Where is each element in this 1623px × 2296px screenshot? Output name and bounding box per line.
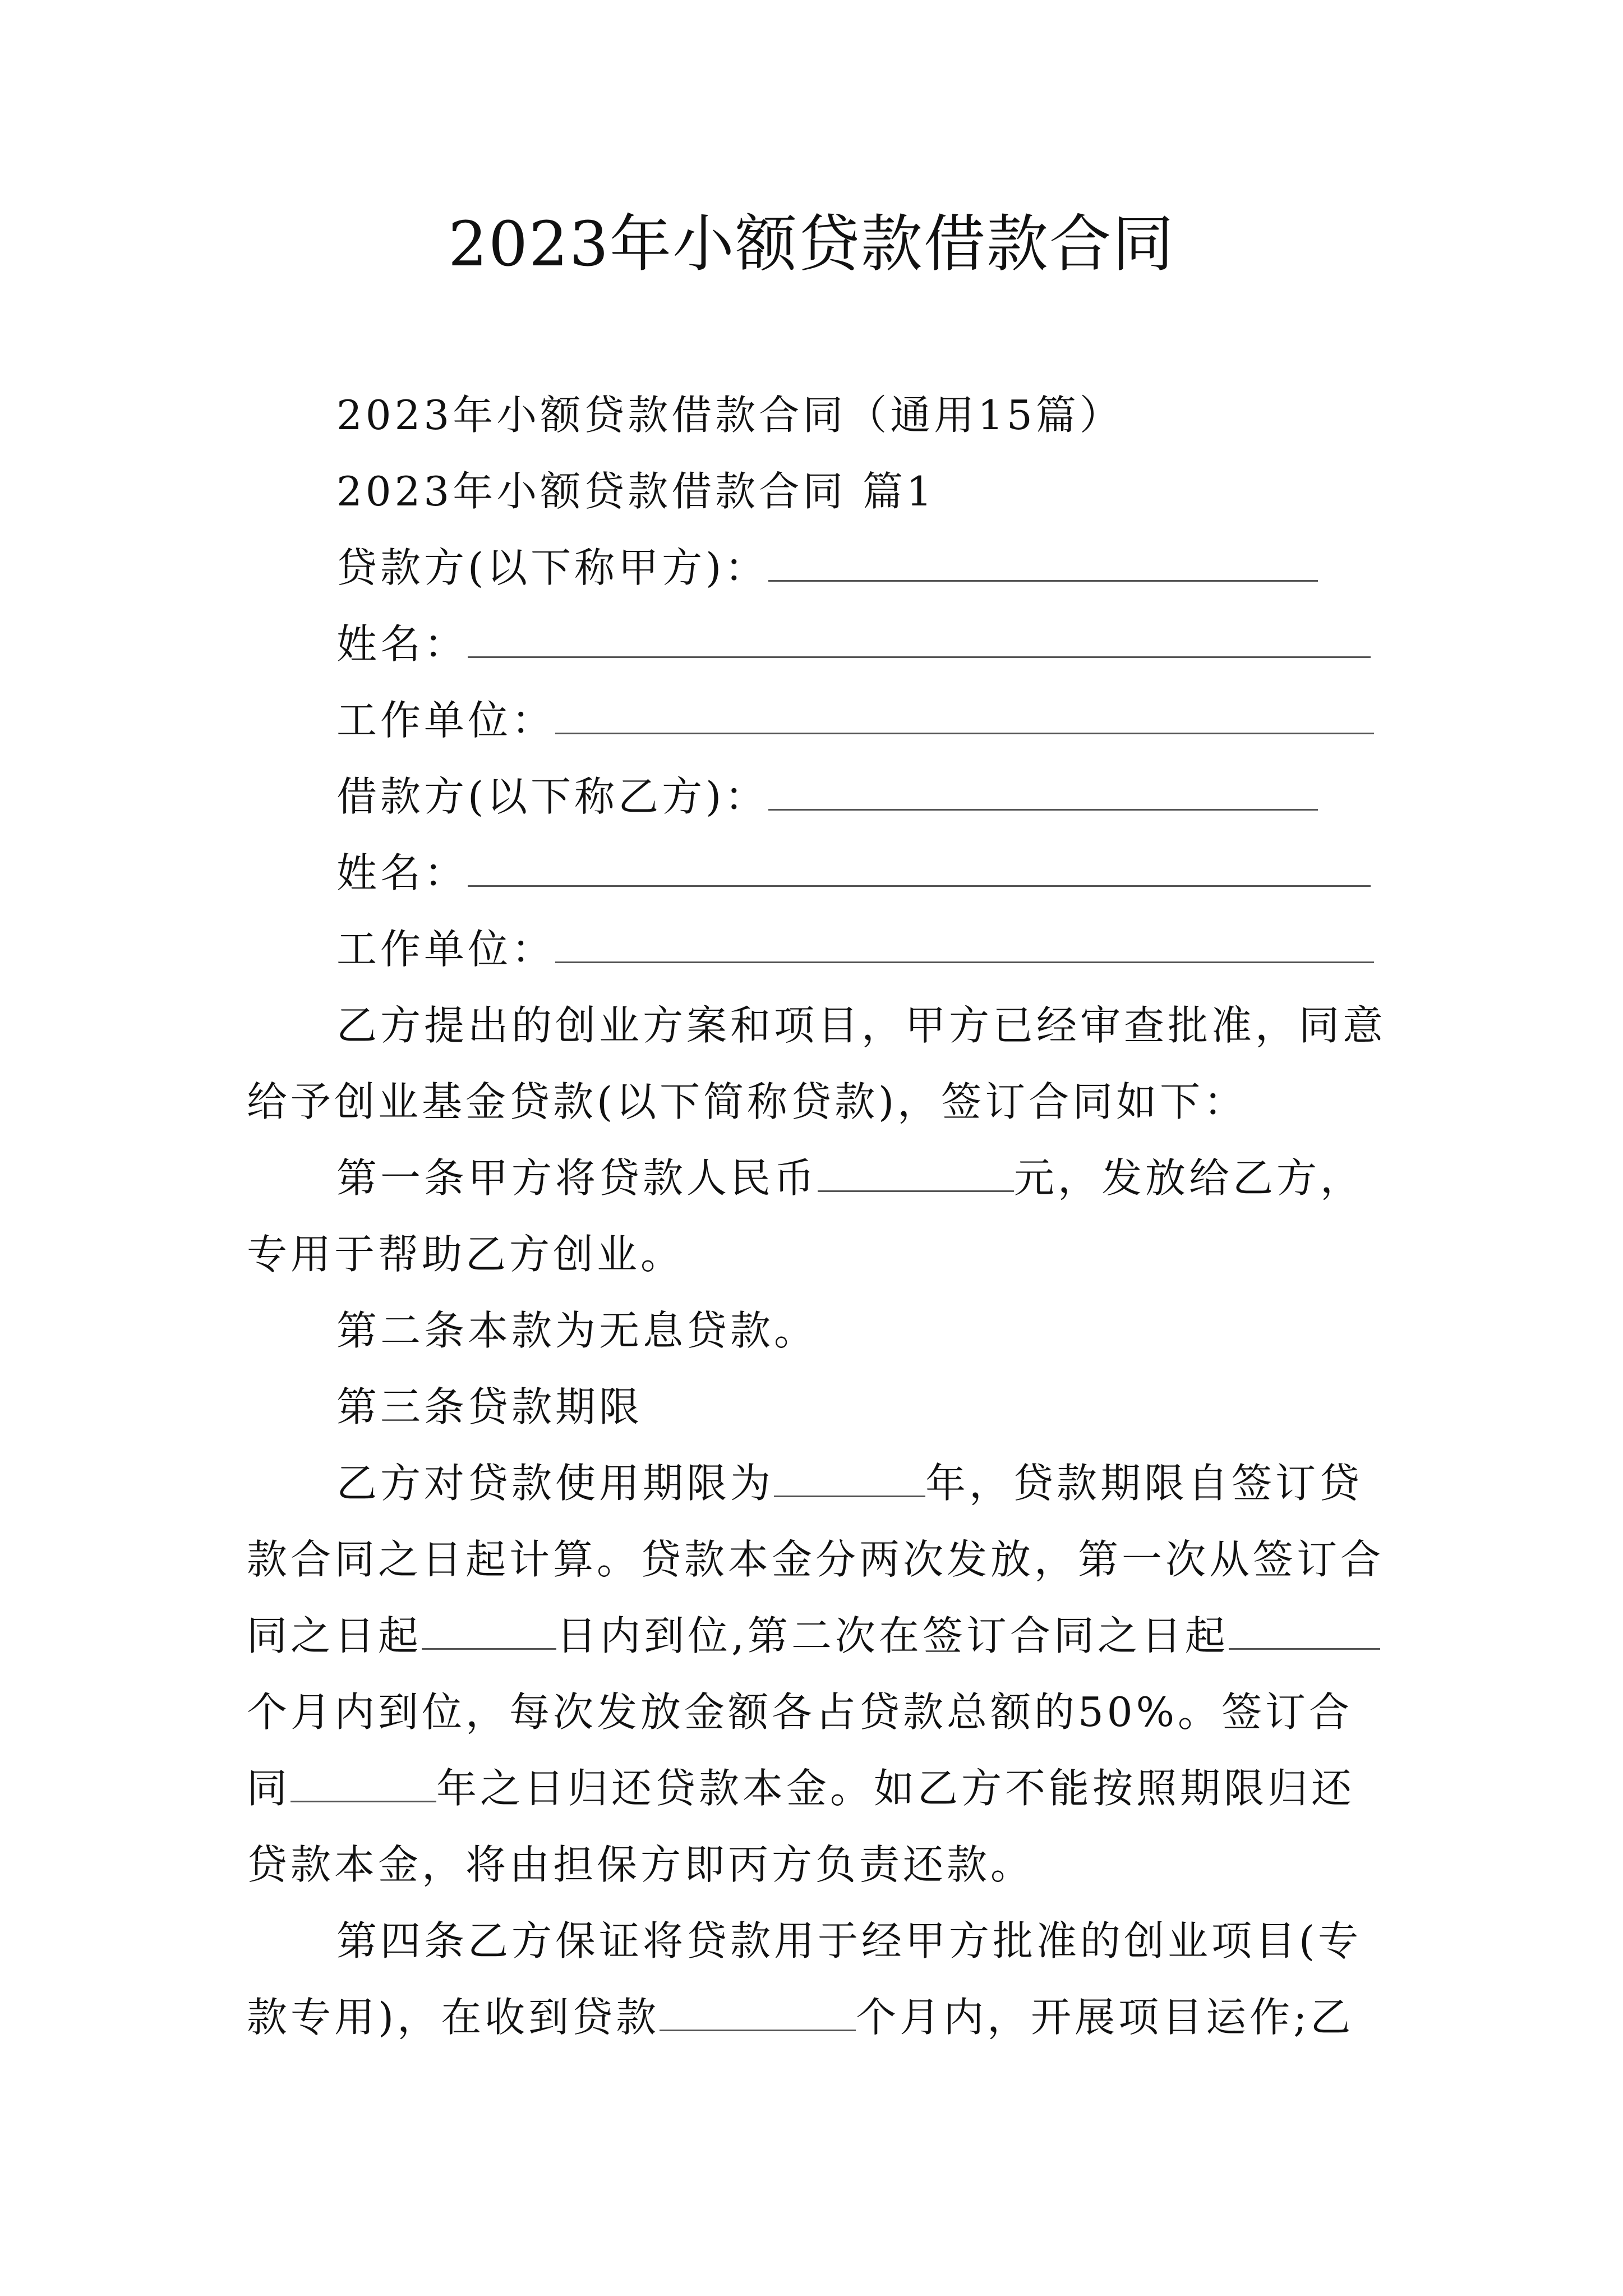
- lender-line: [247, 530, 1391, 606]
- article-1: [247, 1140, 1391, 1292]
- loan-term-blank: [774, 1451, 925, 1497]
- article-4-text-b: 个月内，开展项目运作;乙: [856, 1994, 1354, 2041]
- first-disbursement-days-blank: [422, 1603, 556, 1650]
- borrower-label: 借款方(以下称乙方)：: [336, 773, 769, 820]
- project-start-months-blank: [660, 1985, 856, 2031]
- article-1-text-b: 元，发放给乙方，专用于帮助乙方创业。: [247, 1154, 1364, 1278]
- borrower-name-label: 姓名：: [336, 849, 468, 896]
- article-3-text-a: 乙方对贷款使用期限为: [336, 1460, 774, 1507]
- document-body: [247, 377, 1391, 2055]
- article-2: 第二条本款为无息贷款。: [336, 1307, 818, 1354]
- second-disbursement-months-blank: [1229, 1603, 1380, 1650]
- intro-paragraph: 乙方提出的创业方案和项目，甲方已经审查批准，同意给予创业基金贷款(以下简称贷款)，签订合同如下：: [247, 1002, 1387, 1125]
- borrower-line: [247, 758, 1391, 835]
- subtitle-line: 2023年小额贷款借款合同（通用15篇）: [336, 392, 1123, 439]
- repayment-years-blank: [291, 1756, 436, 1802]
- lender-employer-label: 工作单位：: [336, 697, 556, 744]
- lender-name-label: 姓名：: [336, 620, 468, 668]
- article-3-text-c: 日内到位,第二次在签订合同之日起: [556, 1612, 1229, 1659]
- article-3-text-e: 年之日归还贷款本金。如乙方不能按照期限归还贷款本金，将由担保方即丙方负责还款。: [247, 1765, 1355, 1888]
- lender-name-blank: [468, 611, 1371, 658]
- document-title: 2023年小额贷款借款合同: [448, 208, 1175, 280]
- article-3-text-d: 个月内到位，每次发放金额各占贷款总额的50%。签订合同: [247, 1688, 1353, 1812]
- borrower-name-line: [247, 835, 1391, 911]
- article-4: [247, 1903, 1391, 2055]
- borrower-employer-line: [247, 911, 1391, 987]
- article-4-text-a: 第四条乙方保证将贷款用于经甲方批准的创业项目(专款专用)，在收到贷款: [247, 1917, 1362, 2041]
- lender-label: 贷款方(以下称甲方)：: [336, 544, 769, 591]
- borrower-blank: [768, 764, 1318, 811]
- article-3: [247, 1445, 1391, 1903]
- lender-employer-blank: [555, 688, 1374, 734]
- lender-blank: [768, 535, 1318, 582]
- section-heading: 2023年小额贷款借款合同 篇1: [336, 468, 935, 515]
- loan-amount-blank: [818, 1145, 1014, 1192]
- lender-employer-line: [247, 682, 1391, 758]
- borrower-employer-label: 工作单位：: [336, 926, 556, 973]
- borrower-employer-blank: [555, 917, 1374, 963]
- article-1-text-a: 第一条甲方将贷款人民币: [336, 1154, 818, 1202]
- article-3-heading: 第三条贷款期限: [336, 1383, 643, 1430]
- borrower-name-blank: [468, 840, 1371, 887]
- article-3-text-b: 年，贷款期限自签订贷款合同之日起计算。贷款本金分两次发放，第一次从签订合同之日起: [247, 1460, 1385, 1659]
- lender-name-line: [247, 606, 1391, 682]
